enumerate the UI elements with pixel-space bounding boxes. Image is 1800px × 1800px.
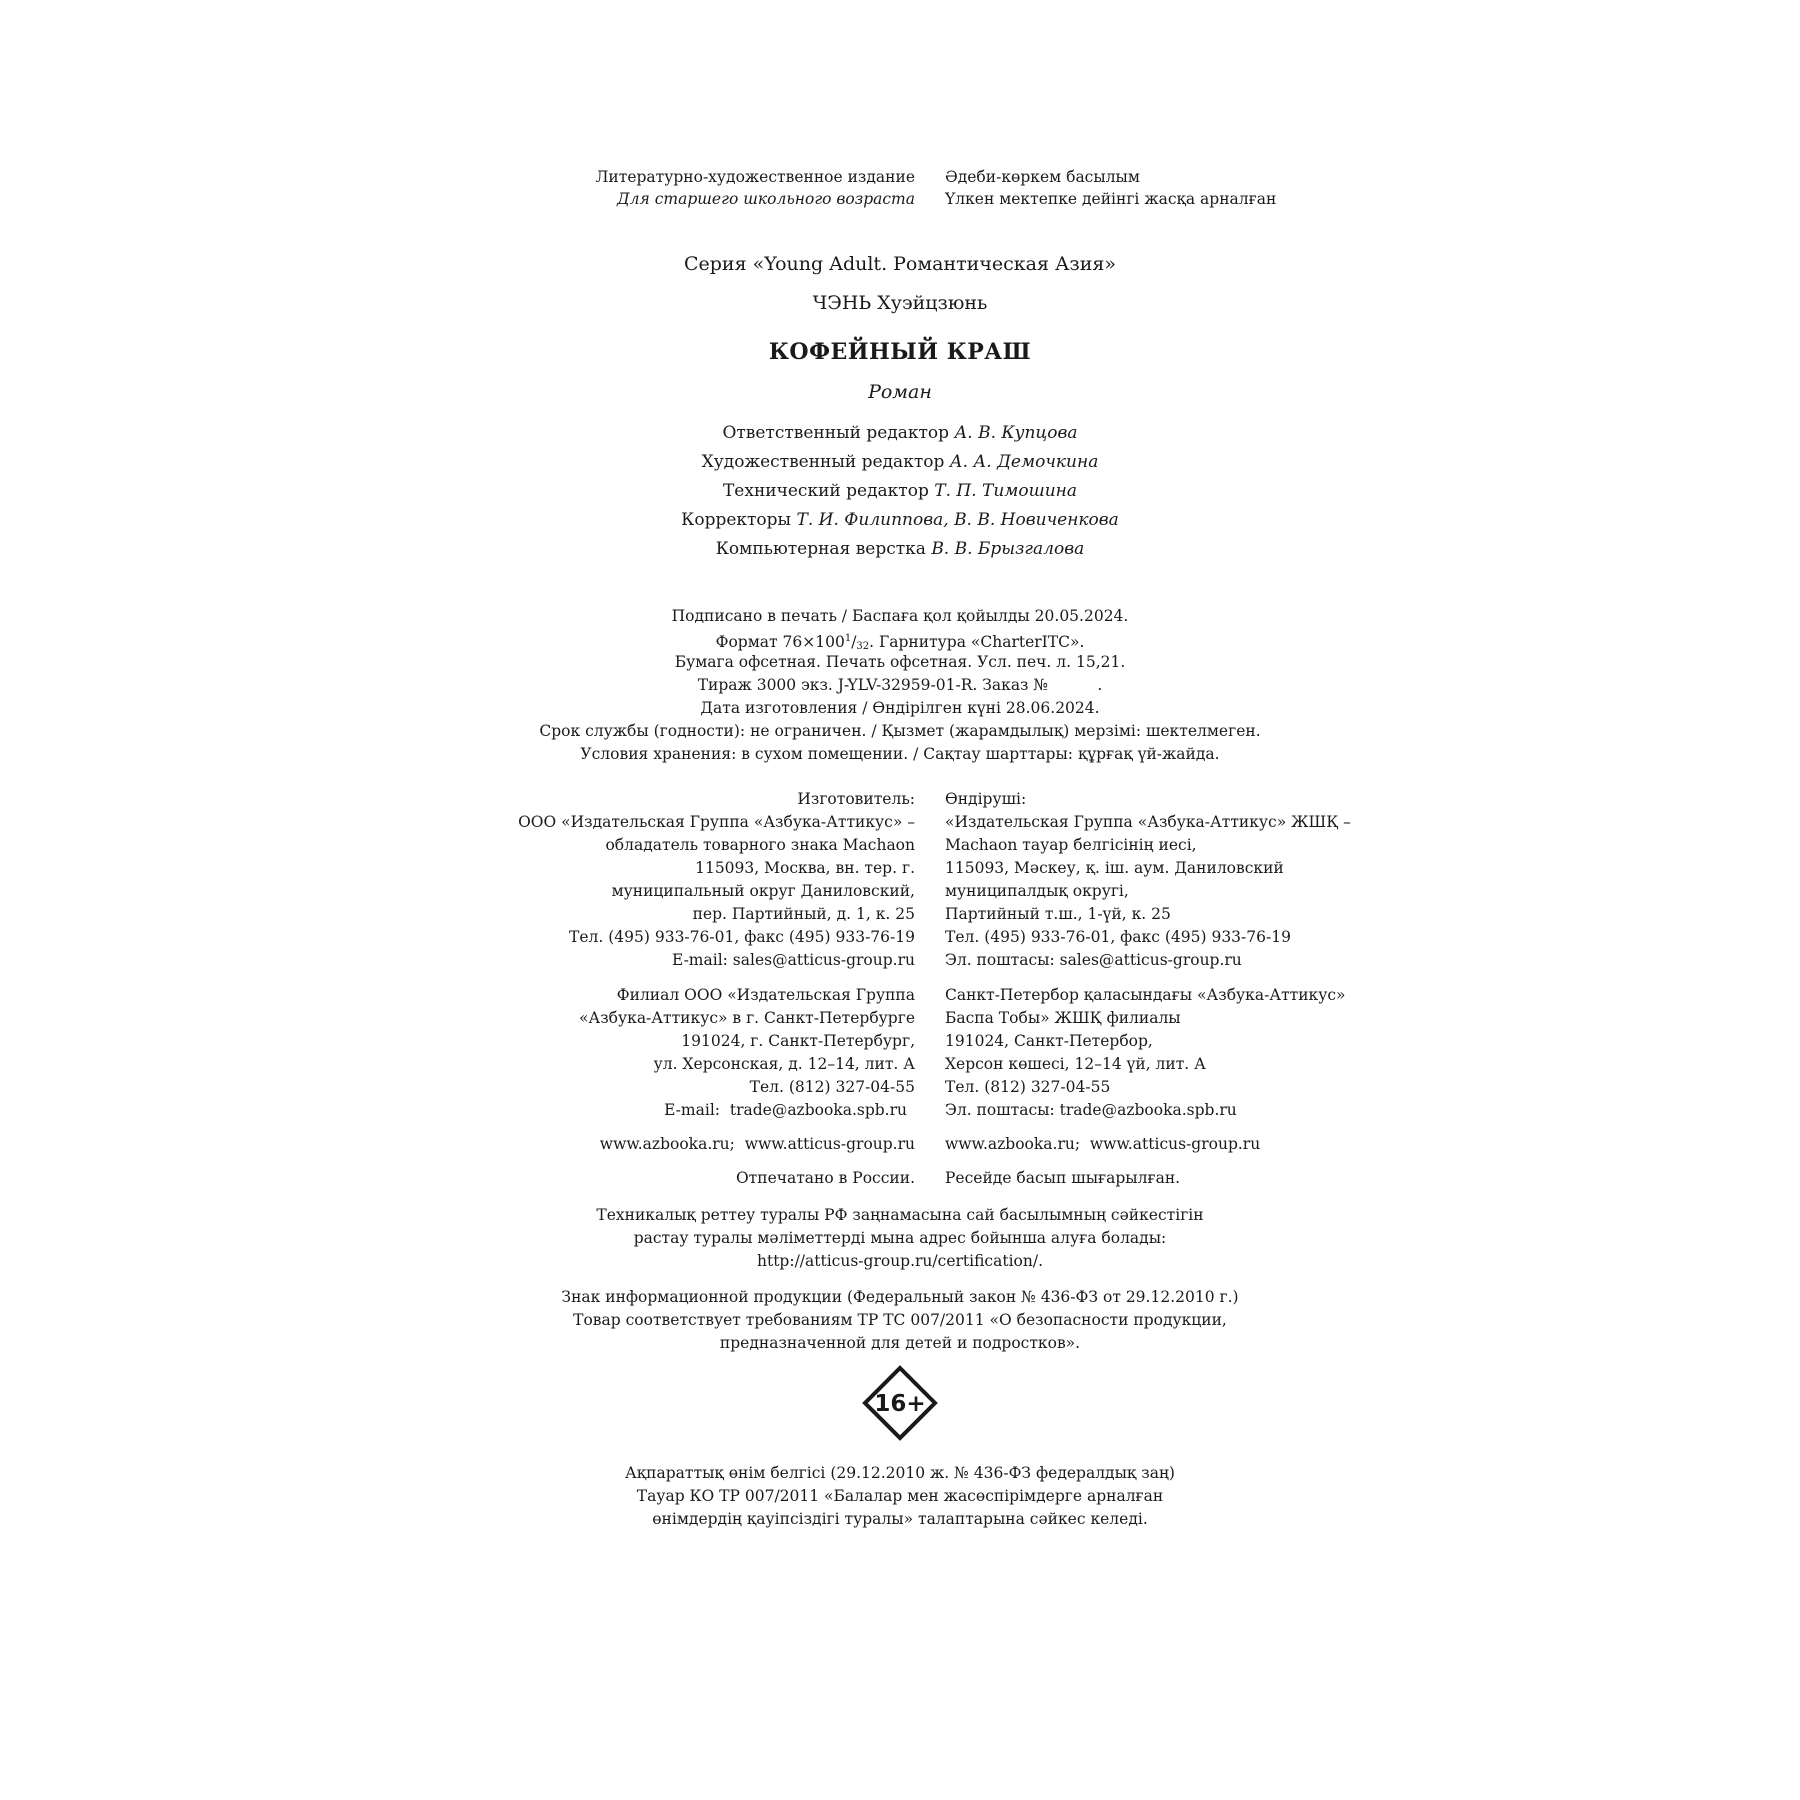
info-sign-line: Товар соответствует требованиям ТР ТС 007/2011 «О безопасности продукции, bbox=[573, 1311, 1227, 1329]
edition-type-kz: Әдеби-көркем басылым bbox=[945, 168, 1140, 186]
branch-line: «Азбука-Аттикус» в г. Санкт-Петербурге bbox=[579, 1009, 915, 1027]
credit-person: В. В. Брызгалова bbox=[931, 539, 1085, 559]
credit-role: Художественный редактор bbox=[701, 452, 945, 472]
kz-info-line: өнімдердің қауіпсіздігі туралы» талаптарына сәйкес келеді. bbox=[652, 1510, 1148, 1528]
manufacturer-line: 115093, Москва, вн. тер. г. bbox=[695, 859, 915, 877]
service-life: Срок службы (годности): не ограничен. / Қызмет (жарамдылық) мерзімі: шектелмеген. bbox=[539, 722, 1261, 740]
manufacturer-line: E-mail: sales@atticus-group.ru bbox=[671, 951, 915, 969]
manufacturer-line: ООО «Издательская Группа «Азбука-Аттикус» – bbox=[518, 813, 915, 831]
print-date: Дата изготовления / Өндірілген күні 28.06.2024. bbox=[700, 699, 1100, 717]
branch-line: Тел. (812) 327-04-55 bbox=[749, 1078, 915, 1096]
branch-line: Филиал ООО «Издательская Группа bbox=[616, 986, 915, 1004]
format-denominator: 32 bbox=[856, 641, 870, 652]
print-paper: Бумага офсетная. Печать офсетная. Усл. печ. л. 15,21. bbox=[674, 653, 1126, 671]
websites-kz: www.azbooka.ru; www.atticus-group.ru bbox=[945, 1135, 1261, 1153]
manufacturer-kz-line: 115093, Мәскеу, қ. іш. аум. Даниловский bbox=[945, 859, 1284, 877]
manufacturer-kz-line: Партийный т.ш., 1-үй, к. 25 bbox=[945, 905, 1171, 923]
credit-person: А. А. Демочкина bbox=[949, 452, 1099, 472]
credit-role: Компьютерная верстка bbox=[715, 539, 926, 559]
manufacturer-kz-line: Эл. поштасы: sales@atticus-group.ru bbox=[945, 951, 1242, 969]
book-genre: Роман bbox=[868, 381, 932, 403]
manufacturer-kz-line: Тел. (495) 933-76-01, факс (495) 933-76-19 bbox=[945, 928, 1291, 946]
credit-line bbox=[0, 451, 1800, 473]
credit-line bbox=[0, 538, 1800, 560]
author-name: ЧЭНЬ Хуэйцзюнь bbox=[812, 292, 988, 314]
branch-kz-line: 191024, Санкт-Петербор, bbox=[945, 1032, 1153, 1050]
credit-line bbox=[0, 509, 1800, 531]
branch-line: 191024, г. Санкт-Петербург, bbox=[681, 1032, 915, 1050]
info-sign-line: Знак информационной продукции (Федеральный закон № 436-ФЗ от 29.12.2010 г.) bbox=[561, 1288, 1239, 1306]
format-suffix: . Гарнитура «CharterITC». bbox=[869, 633, 1085, 651]
certification-line: Техникалық реттеу туралы РФ заңнамасына сай басылымның сәйкестігін bbox=[596, 1206, 1204, 1224]
age-group: Для старшего школьного возраста bbox=[617, 190, 915, 208]
branch-kz-line: Тел. (812) 327-04-55 bbox=[945, 1078, 1111, 1096]
print-format: Формат $76\times 100^1/_{32}$. Гарнитура «CharterITC». bbox=[715, 633, 1085, 652]
manufacturer-line: муниципальный округ Даниловский, bbox=[611, 882, 915, 900]
manufacturer-line: обладатель товарного знака Machaon bbox=[605, 836, 915, 854]
credit-person: Т. И. Филиппова, В. В. Новиченкова bbox=[796, 510, 1119, 530]
branch-kz-line: Санкт-Петербор қаласындағы «Азбука-Аттикус» bbox=[945, 986, 1346, 1004]
certification-line: растау туралы мәліметтерді мына адрес бойынша алуға болады: bbox=[633, 1229, 1167, 1247]
age-rating-badge bbox=[862, 1365, 938, 1441]
credit-person: А. В. Купцова bbox=[954, 423, 1078, 443]
edition-type: Литературно-художественное издание bbox=[595, 168, 915, 186]
book-title: КОФЕЙНЫЙ КРАШ bbox=[768, 339, 1032, 365]
certification-url: http://atticus-group.ru/certification/. bbox=[756, 1252, 1043, 1270]
credit-line bbox=[0, 480, 1800, 502]
credit-role: Корректоры bbox=[681, 510, 792, 530]
printed-in-kz: Ресейде басып шығарылған. bbox=[945, 1169, 1181, 1187]
manufacturer-line: пер. Партийный, д. 1, к. 25 bbox=[692, 905, 915, 923]
manufacturer-kz-line: Machaon тауар белгісінің иесі, bbox=[945, 836, 1197, 854]
kz-info-line: Ақпараттық өнім белгісі (29.12.2010 ж. № 436-ФЗ федералдық заң) bbox=[625, 1464, 1175, 1482]
manufacturer-kz-line: Өндіруші: bbox=[945, 790, 1027, 808]
manufacturer-line: Тел. (495) 933-76-01, факс (495) 933-76-19 bbox=[569, 928, 915, 946]
series-name: Серия «Young Adult. Романтическая Азия» bbox=[683, 253, 1117, 275]
print-signed: Подписано в печать / Баспаға қол қойылды 20.05.2024. bbox=[671, 607, 1129, 625]
branch-kz-line: Херсон көшесі, 12–14 үй, лит. А bbox=[945, 1055, 1206, 1073]
print-run: Тираж 3000 экз. J-YLV-32959-01-R. Заказ № . bbox=[697, 676, 1103, 694]
credit-role: Технический редактор bbox=[722, 481, 929, 501]
credit-role: Ответственный редактор bbox=[722, 423, 950, 443]
kz-info-line: Тауар КО ТР 007/2011 «Балалар мен жасөспірімдерге арналған bbox=[636, 1487, 1164, 1505]
manufacturer-line: Изготовитель: bbox=[797, 790, 915, 808]
manufacturer-kz-line: «Издательская Группа «Азбука-Аттикус» ЖШҚ – bbox=[945, 813, 1351, 831]
branch-line: E-mail: trade@azbooka.spb.ru bbox=[664, 1101, 907, 1119]
age-rating-text: 16+ bbox=[874, 1391, 926, 1417]
age-group-kz: Үлкен мектепке дейінгі жасқа арналған bbox=[945, 190, 1277, 208]
credit-person: Т. П. Тимошина bbox=[934, 481, 1078, 501]
manufacturer-kz-line: муниципалдық округі, bbox=[945, 882, 1129, 900]
branch-kz-line: Эл. поштасы: trade@azbooka.spb.ru bbox=[945, 1101, 1237, 1119]
info-sign-line: предназначенной для детей и подростков». bbox=[719, 1334, 1081, 1352]
websites: www.azbooka.ru; www.atticus-group.ru bbox=[599, 1135, 915, 1153]
credit-line bbox=[0, 422, 1800, 444]
format-prefix: Формат 76×100 bbox=[715, 633, 845, 651]
format-numerator: 1 bbox=[844, 633, 852, 644]
storage-conditions: Условия хранения: в сухом помещении. / Сақтау шарттары: құрғақ үй-жайда. bbox=[580, 745, 1220, 763]
branch-kz-line: Баспа Тобы» ЖШҚ филиалы bbox=[945, 1009, 1181, 1027]
printed-in: Отпечатано в России. bbox=[735, 1169, 915, 1187]
branch-line: ул. Херсонская, д. 12–14, лит. А bbox=[653, 1055, 915, 1073]
